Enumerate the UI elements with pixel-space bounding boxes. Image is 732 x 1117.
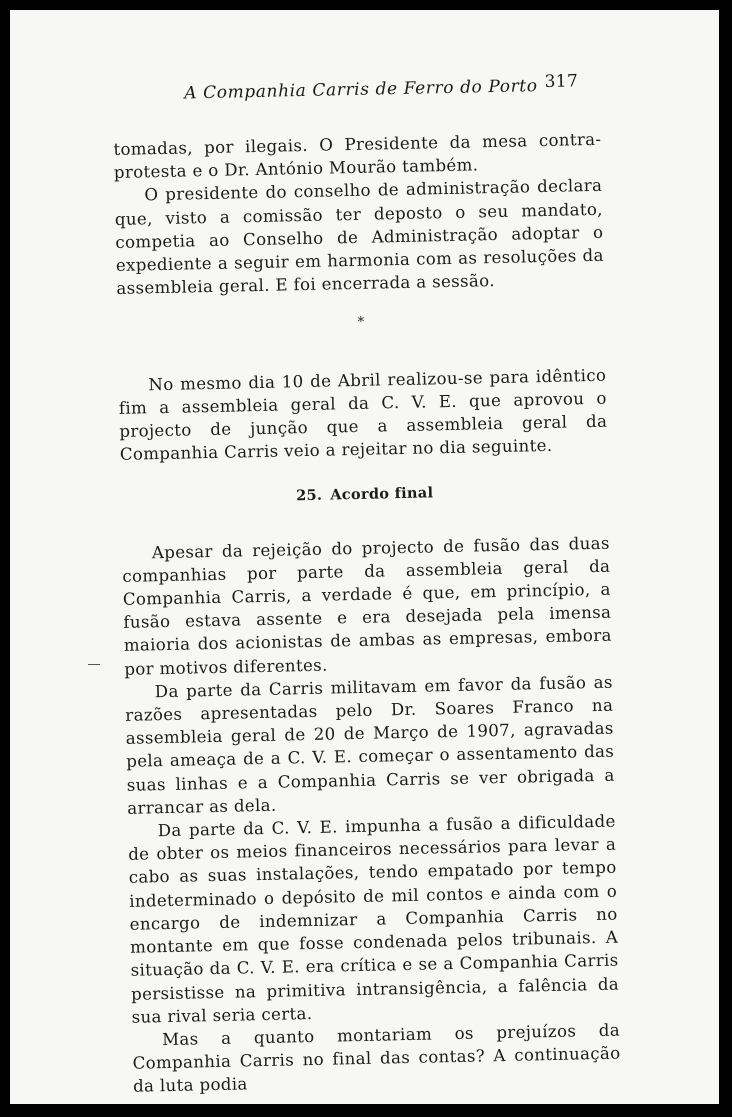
paragraph-fusion-rejection: Apesar da rejeição do projecto de fusão das duas companhias por parte da assembleia geral da Companhia Carris, a verdade é que, em princípio, a fusão estava assente e era desejada pela imensa maioria dos acionistas de ambas as empresas, embora por motivos diferentes. — [122, 533, 612, 679]
margin-mark — [88, 664, 100, 665]
page-content — [112, 70, 621, 1099]
paragraph-session-closing: O presidente do conselho de administração declara que, visto a comissão ter deposto o seu mandato, competia ao Conselho de Administração adoptar o expediente a seguir em harmonia com as resoluções da assembleia geral. E foi encerrada a sessão. — [114, 176, 604, 299]
page-number: 317 — [544, 71, 579, 92]
page-header — [112, 70, 601, 110]
paragraph-carris-reasons: Da parte da Carris militavam em favor da fusão as razões apresentadas pelo Dr. Soares Franco na assembleia geral de 20 de Março de 1907, agravadas pela ameaça de a C. V. E. começar o assentamento das suas linhas e a Companhia Carris se ver obrigada a arrancar as dela. — [125, 672, 615, 818]
paragraph-cve-reasons: Da parte da C. V. E. impunha a fusão a dificuldade de obter os meios financeiros necessários para levar a cabo as suas instalações, tendo empatado por tempo indeterminado o depósito de mil contos e ainda com o encargo de indemnizar a Companhia Carris no montante em que fosse condenada pelos tribunais. A situação da C. V. E. era crítica e se a Companhia Carris persistisse na primitiva intransigência, a falência da sua rival seria certa. — [128, 811, 620, 1027]
running-title: A Companhia Carris de Ferro do Porto — [184, 76, 538, 104]
paragraph-continued: tomadas, por ilegais. O Presidente da mesa contra-protesta e o Dr. António Mourão também. — [113, 129, 602, 183]
scanned-page — [10, 10, 719, 1104]
section-number: 25. — [295, 487, 323, 505]
asterisk-separator: * — [357, 315, 365, 331]
section-title: Acordo final — [330, 484, 434, 504]
section-heading — [121, 478, 609, 511]
paragraph-losses-question: Mas a quanto montariam os prejuízos da Companhia Carris no final das contas? A continuação da luta podia — [132, 1020, 621, 1097]
paragraph-cve-assembly: No mesmo dia 10 de Abril realizou-se para idêntico fim a assembleia geral da C. V. E. que aprovou o projecto de junção que a assembleia geral da Companhia Carris veio a rejeitar no dia seguinte. — [118, 365, 608, 465]
